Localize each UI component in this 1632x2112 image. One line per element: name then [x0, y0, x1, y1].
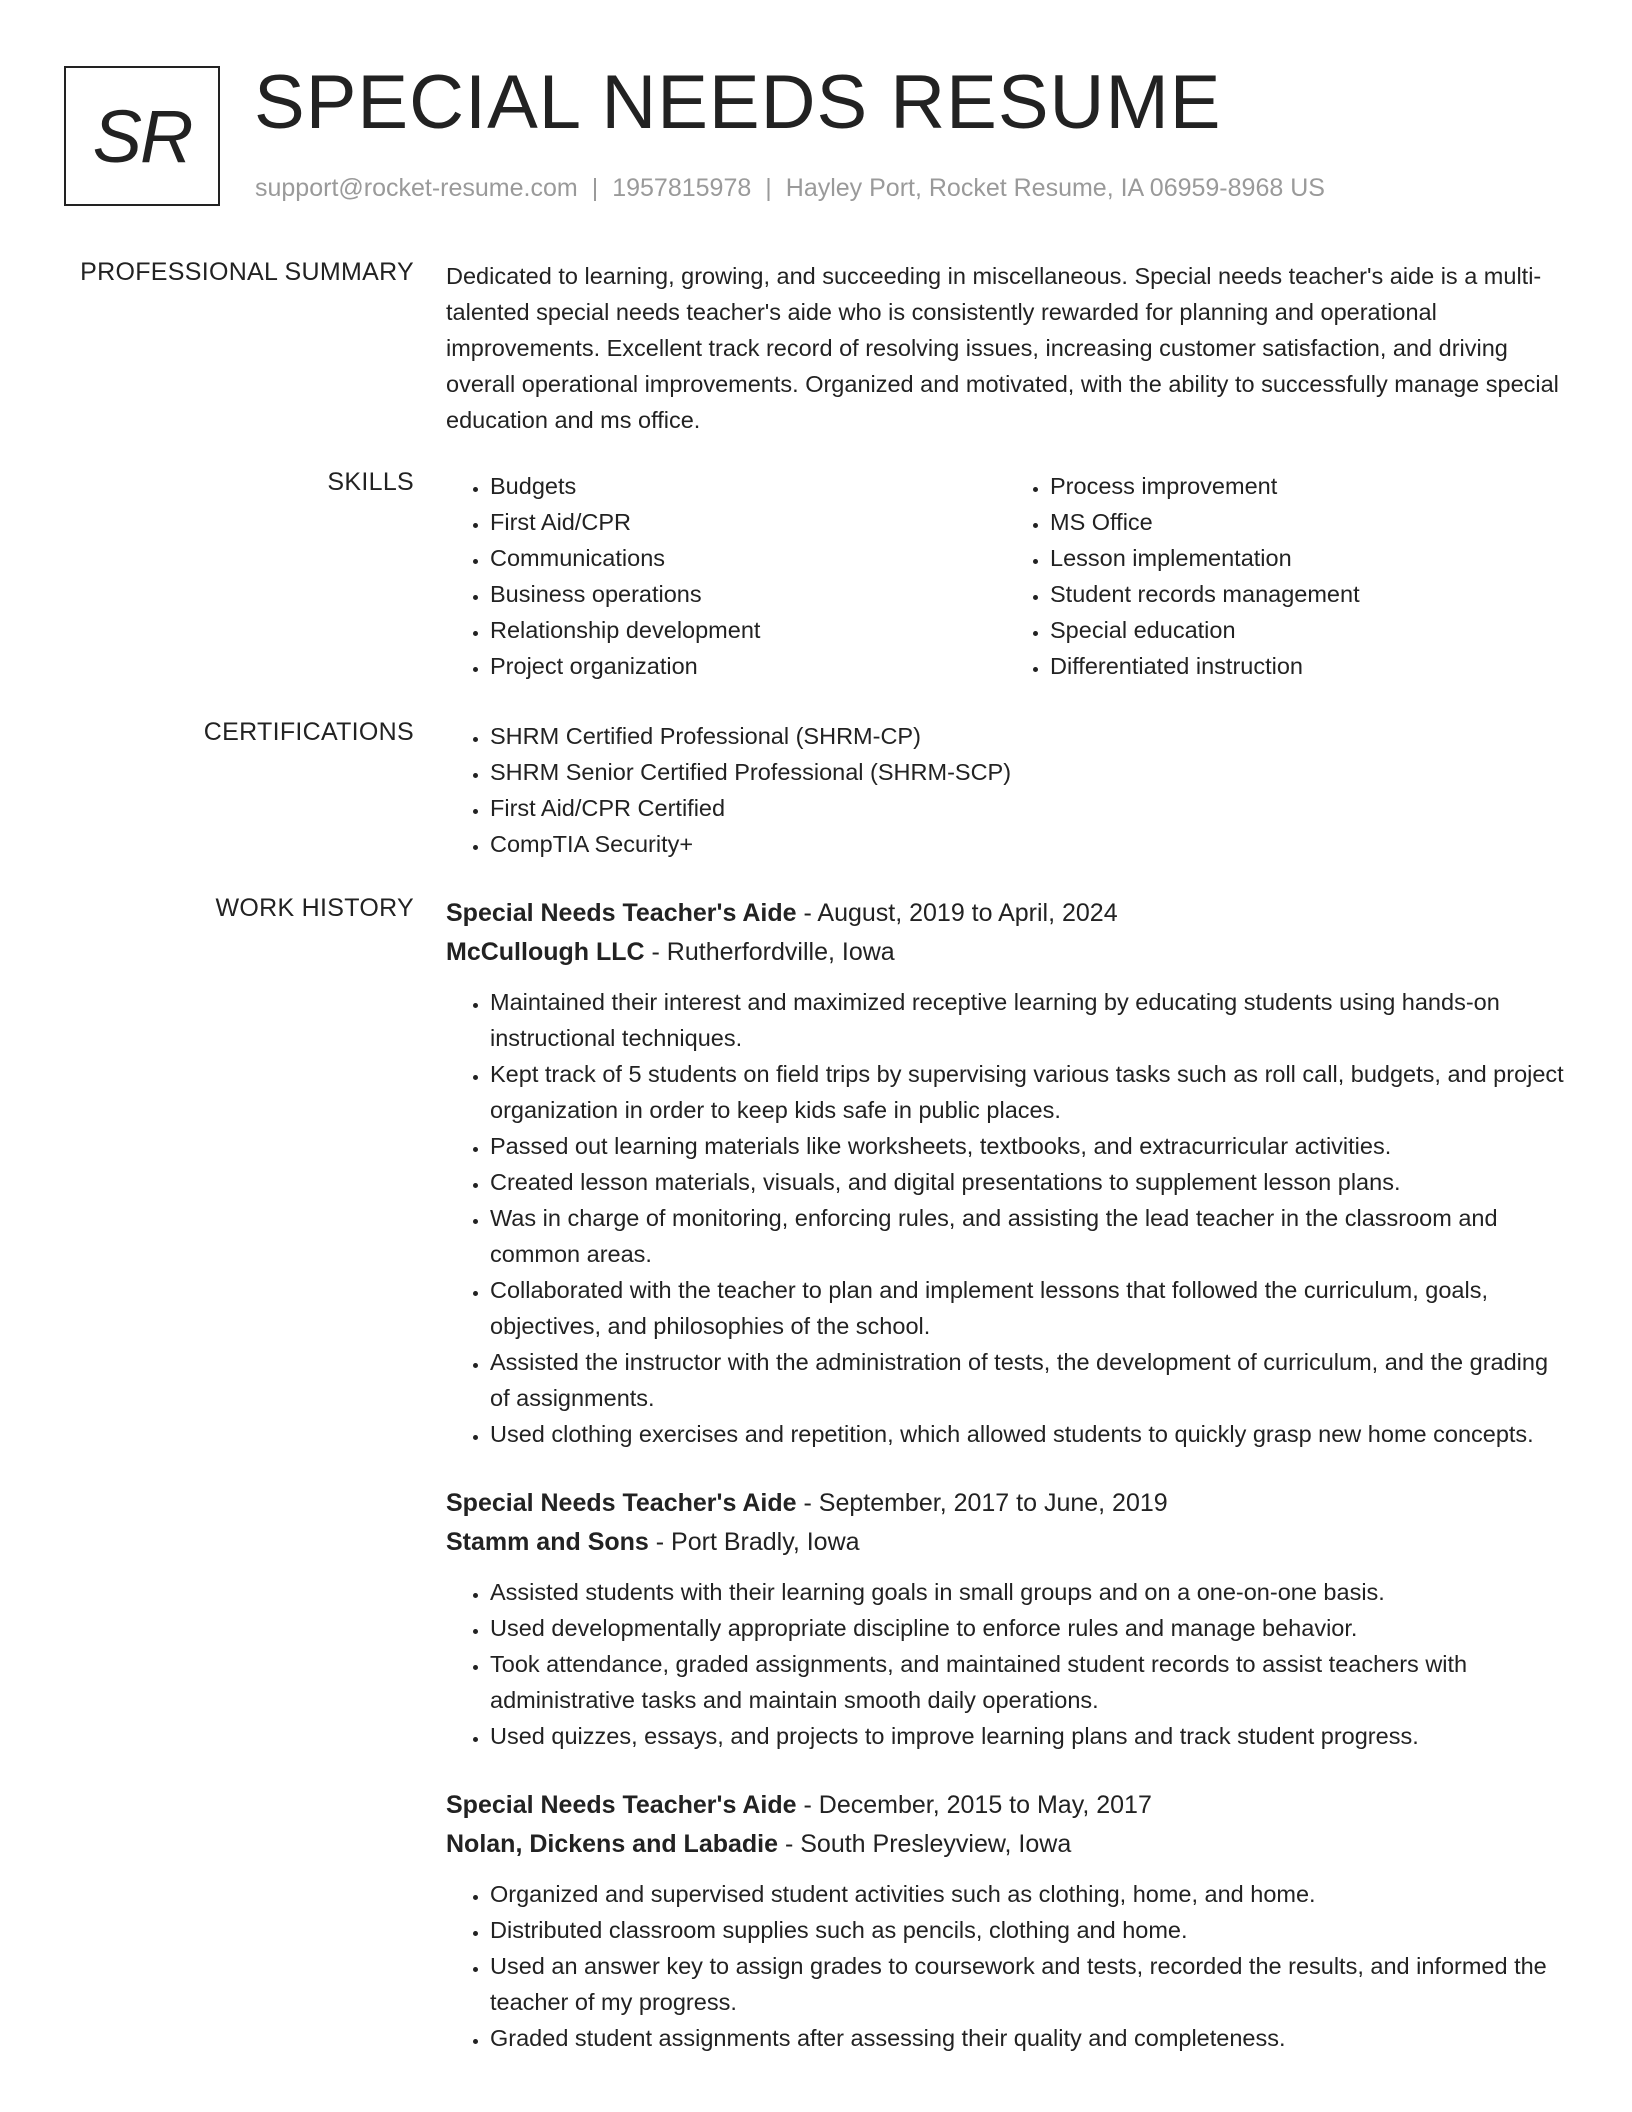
skills-list-left	[446, 468, 1006, 684]
job-bullet: • Passed out learning materials like worksheets, textbooks, and extracurricular activities.	[490, 1128, 1566, 1164]
skill-item: • Communications	[490, 540, 1006, 576]
skill-item: • Differentiated instruction	[1050, 648, 1566, 684]
skill-item: • Process improvement	[1050, 468, 1566, 504]
contact-separator: |	[591, 174, 599, 202]
summary-label: PROFESSIONAL SUMMARY	[80, 258, 414, 286]
job-dates: - August, 2019 to April, 2024	[796, 899, 1118, 927]
job-bullet: • Used clothing exercises and repetition, which allowed students to quickly grasp new home concepts.	[490, 1416, 1566, 1452]
job-bullet: • Took attendance, graded assignments, and maintained student records to assist teachers with administrative tasks and maintain smooth daily operations.	[490, 1646, 1566, 1718]
job-entry	[446, 1484, 1566, 1754]
job-bullet: • Maintained their interest and maximized receptive learning by educating students using hands-on instructional techniques.	[490, 984, 1566, 1056]
contact-line	[255, 174, 1325, 203]
job-entry	[446, 894, 1566, 1452]
job-title-line	[446, 894, 1566, 932]
job-company-line	[446, 1522, 1566, 1562]
job-bullet-list	[446, 984, 1566, 1452]
certifications-list	[446, 718, 1566, 862]
job-title: Special Needs Teacher's Aide	[446, 1791, 797, 1819]
job-bullet: • Organized and supervised student activities such as clothing, home, and home.	[490, 1876, 1566, 1912]
certification-item: • SHRM Senior Certified Professional (SHRM-SCP)	[490, 754, 1566, 790]
job-bullet: • Used quizzes, essays, and projects to improve learning plans and track student progress.	[490, 1718, 1566, 1754]
monogram-text: SR	[92, 94, 192, 178]
skill-item: • Special education	[1050, 612, 1566, 648]
skill-item: • First Aid/CPR	[490, 504, 1006, 540]
job-title: Special Needs Teacher's Aide	[446, 1489, 797, 1517]
certifications-label: CERTIFICATIONS	[203, 718, 414, 746]
summary-body	[446, 258, 1566, 438]
job-bullet: • Kept track of 5 students on field trips by supervising various tasks such as roll call, budgets, and project organization in order to keep kids safe in public places.	[490, 1056, 1566, 1128]
contact-address: Hayley Port, Rocket Resume, IA 06959-8968 US	[785, 174, 1325, 202]
skill-item: • Project organization	[490, 648, 1006, 684]
job-bullet: • Was in charge of monitoring, enforcing rules, and assisting the lead teacher in the classroom and common areas.	[490, 1200, 1566, 1272]
job-company: McCullough LLC	[446, 938, 645, 966]
job-dates: - September, 2017 to June, 2019	[796, 1489, 1168, 1517]
job-bullet: • Used developmentally appropriate discipline to enforce rules and manage behavior.	[490, 1610, 1566, 1646]
job-bullet: • Created lesson materials, visuals, and digital presentations to supplement lesson plans.	[490, 1164, 1566, 1200]
job-bullet: • Assisted students with their learning goals in small groups and on a one-on-one basis.	[490, 1574, 1566, 1610]
skills-body	[446, 468, 1566, 684]
contact-email: support@rocket-resume.com	[255, 174, 578, 202]
job-location: - Port Bradly, Iowa	[648, 1528, 860, 1556]
job-bullet: • Used an answer key to assign grades to coursework and tests, recorded the results, and informed the teacher of my progress.	[490, 1948, 1566, 2020]
skills-label: SKILLS	[327, 468, 414, 496]
skill-item: • Relationship development	[490, 612, 1006, 648]
job-bullet-list	[446, 1876, 1566, 2056]
skill-item: • Business operations	[490, 576, 1006, 612]
job-company: Stamm and Sons	[446, 1528, 649, 1556]
job-company-line	[446, 932, 1566, 972]
certification-item: • First Aid/CPR Certified	[490, 790, 1566, 826]
certifications-body	[446, 718, 1566, 862]
work-history-body	[446, 894, 1566, 2056]
skill-item: • MS Office	[1050, 504, 1566, 540]
job-company: Nolan, Dickens and Labadie	[446, 1830, 779, 1858]
job-dates: - December, 2015 to May, 2017	[796, 1791, 1152, 1819]
job-location: - South Presleyview, Iowa	[778, 1830, 1072, 1858]
certification-item: • SHRM Certified Professional (SHRM-CP)	[490, 718, 1566, 754]
job-bullet: • Distributed classroom supplies such as pencils, clothing and home.	[490, 1912, 1566, 1948]
summary-text: Dedicated to learning, growing, and succeeding in miscellaneous. Special needs teacher's aide is a multi-talented special needs teacher's aide who is consistently rewarded for planning and operational improvements. Excellent track record of resolving issues, increasing customer satisfaction, and driving overall operational improvements. Organized and motivated, with the ability to successfully manage special education and ms office.	[446, 263, 1559, 433]
job-location: - Rutherfordville, Iowa	[644, 938, 895, 966]
job-title-line	[446, 1786, 1566, 1824]
contact-separator: |	[765, 174, 772, 202]
skill-item: • Student records management	[1050, 576, 1566, 612]
job-title-line	[446, 1484, 1566, 1522]
job-entry	[446, 1786, 1566, 2056]
job-company-line	[446, 1824, 1566, 1864]
job-bullet: • Graded student assignments after assessing their quality and completeness.	[490, 2020, 1566, 2056]
skill-item: • Lesson implementation	[1050, 540, 1566, 576]
monogram-logo	[64, 66, 220, 206]
job-bullet: • Assisted the instructor with the administration of tests, the development of curriculum, and the grading of assignments.	[490, 1344, 1566, 1416]
skill-item: • Budgets	[490, 468, 1006, 504]
job-bullet-list	[446, 1574, 1566, 1754]
job-title: Special Needs Teacher's Aide	[446, 899, 797, 927]
certification-item: • CompTIA Security+	[490, 826, 1566, 862]
work-history-label: WORK HISTORY	[215, 894, 414, 922]
skills-list-right	[1006, 468, 1566, 684]
job-bullet: • Collaborated with the teacher to plan and implement lessons that followed the curriculum, goals, objectives, and philosophies of the school.	[490, 1272, 1566, 1344]
contact-phone: 1957815978	[612, 174, 752, 202]
skills-grid	[446, 468, 1566, 684]
resume-title: SPECIAL NEEDS RESUME	[254, 60, 1222, 145]
